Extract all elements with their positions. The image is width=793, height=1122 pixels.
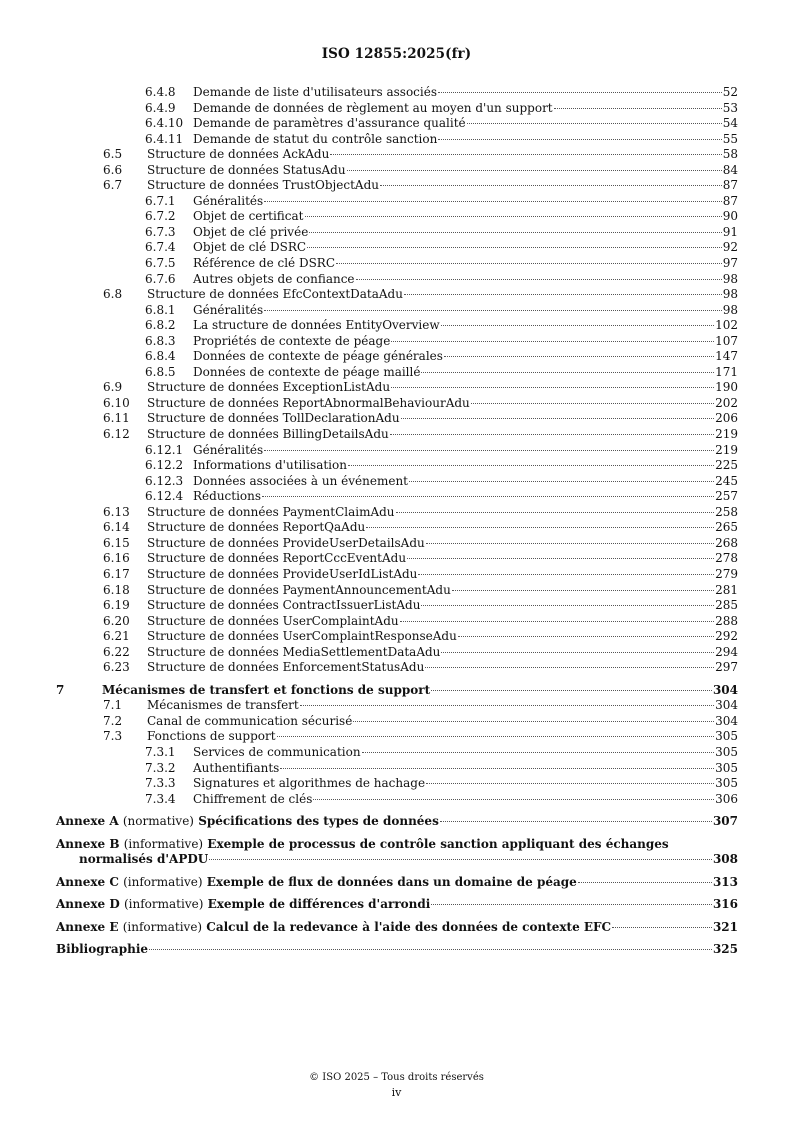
dot-leader	[336, 263, 722, 264]
toc-entry-title: Structure de données EnforcementStatusAdu	[147, 660, 425, 675]
toc-entry-page: 305	[715, 744, 738, 759]
annex-e-label: Annexe E	[56, 919, 119, 934]
toc-entry[interactable]	[56, 427, 738, 443]
toc-entry-title: Référence de clé DSRC	[193, 256, 336, 271]
dot-leader	[578, 882, 712, 883]
toc-entry-number: 6.4.9	[145, 100, 176, 115]
toc-entry[interactable]	[56, 614, 738, 630]
dot-leader	[305, 216, 722, 217]
dot-leader	[264, 310, 722, 311]
toc-entry-page: 190	[715, 380, 738, 395]
toc-entry-number: 6.6	[103, 162, 123, 177]
toc-entry-title: Structure de données TollDeclarationAdu	[147, 411, 400, 426]
toc-entry-number: 6.12	[103, 427, 130, 442]
toc-entry-page: 97	[722, 256, 738, 271]
toc-entry-title: Structure de données ReportCccEventAdu	[147, 551, 407, 566]
toc-annex-c[interactable]	[56, 875, 738, 891]
annex-a-label: Annexe A	[56, 814, 119, 829]
toc-entry-title: Fonctions de support	[147, 729, 276, 744]
copyright-notice: © ISO 2025 – Tous droits réservés	[309, 1072, 484, 1083]
dot-leader	[421, 372, 714, 373]
toc-entry-page: 225	[715, 458, 738, 473]
annex-b-label: Annexe B	[56, 836, 120, 851]
toc-entry-title: Propriétés de contexte de péage	[193, 333, 391, 348]
toc-entry-title: Structure de données ReportQaAdu	[147, 520, 366, 535]
dot-leader	[458, 636, 714, 637]
toc-entry-title: Canal de communication sécurisé	[147, 713, 353, 728]
toc-entry-number: 7.3.2	[145, 760, 176, 775]
dot-leader	[438, 92, 722, 93]
toc-entry[interactable]	[56, 240, 738, 256]
annex-b-type: (informative)	[123, 836, 204, 851]
dot-leader	[391, 341, 714, 342]
toc-entry-number: 6.7.4	[145, 240, 176, 255]
dot-leader	[426, 543, 714, 544]
toc-entry-page: 98	[722, 271, 738, 286]
dot-leader	[396, 512, 715, 513]
toc-entry[interactable]	[56, 116, 738, 132]
toc-entry-page: 219	[715, 442, 738, 457]
toc-entry-number: 6.10	[103, 395, 130, 410]
toc-entry-title: Authentifiants	[193, 760, 280, 775]
toc-entry[interactable]	[56, 567, 738, 583]
dot-leader	[404, 294, 722, 295]
dot-leader	[444, 356, 714, 357]
toc-entry-title: Autres objets de confiance	[193, 271, 355, 286]
toc-entry-title: Demande de données de règlement au moyen d'un support	[193, 100, 553, 115]
dot-leader	[277, 736, 715, 737]
toc-entry-page: 219	[715, 427, 738, 442]
toc-entry-title: Chiffrement de clés	[193, 791, 313, 806]
dot-leader	[366, 527, 714, 528]
dot-leader	[264, 450, 714, 451]
toc-entry-page: 285	[715, 598, 738, 613]
annex-e-page: 321	[712, 919, 738, 934]
toc-entry-page: 278	[715, 551, 738, 566]
dot-leader	[348, 465, 714, 466]
dot-leader	[471, 403, 714, 404]
annex-d-page: 316	[712, 897, 738, 912]
toc-entry-page: 206	[715, 411, 738, 426]
dot-leader	[452, 590, 714, 591]
dot-leader	[425, 667, 714, 668]
toc-entry-title: Mécanismes de transfert	[147, 698, 299, 713]
toc-entry[interactable]	[56, 256, 738, 272]
toc-entry-title: Mécanismes de transfert et fonctions de support	[102, 682, 431, 697]
toc-entry-number: 6.4.11	[145, 131, 184, 146]
toc-entry[interactable]	[56, 474, 738, 490]
toc-entry[interactable]	[56, 287, 738, 303]
annex-a-type: (normative)	[122, 814, 194, 829]
toc-entry[interactable]	[56, 380, 738, 396]
annex-b-title-line1: Exemple de processus de contrôle sanction appliquant des échanges	[207, 836, 669, 851]
annex-d-label: Annexe D	[56, 897, 120, 912]
toc-entry-title: Structure de données UserComplaintResponseAdu	[147, 629, 457, 644]
toc-entry-title: Données de contexte de péage maillé	[193, 364, 421, 379]
toc-entry-page: 268	[715, 535, 738, 550]
toc-entry[interactable]	[56, 318, 738, 334]
annex-a-page: 307	[712, 814, 738, 829]
annex-e-type: (informative)	[122, 919, 203, 934]
toc-entry-number: 6.8.2	[145, 318, 176, 333]
toc-entry-number: 6.12.3	[145, 473, 184, 488]
toc-entry-number: 6.8.4	[145, 349, 176, 364]
toc-entry-title: Données de contexte de péage générales	[193, 349, 443, 364]
toc-entry-title: Structure de données ProvideUserDetailsAdu	[147, 535, 425, 550]
toc-entry-page: 92	[722, 240, 738, 255]
toc-entry-title: Structure de données AckAdu	[147, 147, 330, 162]
toc-entry[interactable]	[56, 225, 738, 241]
toc-entry[interactable]	[56, 761, 738, 777]
toc-entry[interactable]	[56, 629, 738, 645]
toc-entry[interactable]	[56, 458, 738, 474]
toc-entry[interactable]	[56, 598, 738, 614]
toc-entry[interactable]	[56, 745, 738, 761]
toc-entry-number: 6.8.5	[145, 364, 176, 379]
toc-entry-page: 102	[715, 318, 738, 333]
toc-entry-title: Structure de données ProvideUserIdListAdu	[147, 566, 418, 581]
toc-entry-page: 305	[715, 729, 738, 744]
toc-entry-page: 305	[715, 776, 738, 791]
toc-entry-number: 6.4.8	[145, 85, 176, 99]
toc-entry-page: 281	[715, 582, 738, 597]
dot-leader	[391, 387, 714, 388]
toc-entry[interactable]	[56, 489, 738, 505]
toc-entry-page: 306	[715, 791, 738, 806]
dot-leader	[307, 247, 722, 248]
toc-entry[interactable]	[56, 660, 738, 676]
toc-entry-number: 6.12.1	[145, 442, 184, 457]
toc-entry[interactable]	[56, 396, 738, 412]
toc-entry-number: 7	[56, 682, 65, 697]
toc-entry-number: 6.11	[103, 411, 130, 426]
toc-entry[interactable]	[56, 505, 738, 521]
dot-leader	[262, 496, 714, 497]
annex-c-type: (informative)	[123, 874, 203, 889]
toc-entry[interactable]	[56, 683, 738, 699]
page-number: iv	[391, 1086, 402, 1099]
dot-leader	[313, 799, 714, 800]
bibliography-page: 325	[712, 942, 738, 957]
dot-leader	[441, 652, 714, 653]
dot-leader	[400, 621, 714, 622]
toc-entry-number: 6.23	[103, 660, 130, 675]
toc-entry-page: 53	[722, 100, 738, 115]
toc-entry[interactable]	[56, 776, 738, 792]
toc-entry-number: 6.4.10	[145, 116, 184, 131]
toc-entry-number: 6.7.2	[145, 209, 176, 224]
toc-block-section-6	[56, 85, 738, 676]
toc-entry-page: 90	[722, 209, 738, 224]
toc-entry-page: 304	[715, 698, 738, 713]
toc-entry-page: 279	[715, 566, 738, 581]
dot-leader	[380, 185, 722, 186]
annex-a-title: Spécifications des types de données	[198, 814, 439, 829]
toc-entry-number: 7.3	[103, 729, 123, 744]
dot-leader	[347, 170, 722, 171]
dot-leader	[356, 279, 722, 280]
toc-entry-number: 7.2	[103, 713, 123, 728]
dot-leader	[264, 201, 722, 202]
toc-entry-page: 304	[712, 682, 738, 697]
dot-leader	[467, 123, 722, 124]
toc-entry-page: 305	[715, 760, 738, 775]
toc-entry-number: 6.8.3	[145, 333, 176, 348]
toc-entry-title: Structure de données UserComplaintAdu	[147, 613, 399, 628]
toc-entry[interactable]	[56, 163, 738, 179]
toc-bibliography[interactable]	[56, 942, 738, 958]
toc-entry-page: 288	[715, 613, 738, 628]
annex-e-title: Calcul de la redevance à l'aide des données de contexte EFC	[206, 919, 612, 934]
toc-entry-title: Structure de données PaymentAnnouncementAdu	[147, 582, 451, 597]
toc-entry[interactable]	[56, 209, 738, 225]
toc-entry-title: Objet de clé DSRC	[193, 240, 307, 255]
document-header: ISO 12855:2025(fr)	[321, 46, 472, 62]
toc-entry-number: 7.3.3	[145, 776, 176, 791]
toc-entry-page: 87	[722, 193, 738, 208]
toc-entry[interactable]	[56, 85, 738, 101]
toc-entry-number: 6.12.2	[145, 458, 184, 473]
toc-entry-page: 245	[715, 473, 738, 488]
toc-entry[interactable]	[56, 583, 738, 599]
toc-entry-title: Services de communication	[193, 744, 361, 759]
toc-entry-number: 6.7.6	[145, 271, 176, 286]
annex-b-page: 308	[712, 852, 738, 867]
toc-entry-number: 6.17	[103, 566, 130, 581]
dot-leader	[554, 108, 722, 109]
toc-entry[interactable]	[56, 792, 738, 808]
dot-leader	[441, 325, 714, 326]
toc-entry-title: Objet de clé privée	[193, 224, 309, 239]
toc-entry-title: Demande de paramètres d'assurance qualité	[193, 116, 466, 131]
toc-entry[interactable]	[56, 178, 738, 194]
dot-leader	[407, 558, 714, 559]
dot-leader	[330, 154, 721, 155]
toc-entry-page: 147	[715, 349, 738, 364]
toc-entry-number: 6.15	[103, 535, 130, 550]
table-of-contents	[56, 85, 738, 958]
toc-entry[interactable]	[56, 365, 738, 381]
toc-entry-title: Informations d'utilisation	[193, 458, 347, 473]
toc-entry-page: 84	[722, 162, 738, 177]
toc-entry-number: 6.5	[103, 147, 123, 162]
toc-annex-d[interactable]	[56, 897, 738, 913]
toc-entry-page: 87	[722, 178, 738, 193]
toc-entry-title: Généralités	[193, 442, 264, 457]
toc-entry-number: 7.3.1	[145, 744, 176, 759]
dot-leader	[300, 705, 714, 706]
annex-d-title: Exemple de différences d'arrondi	[207, 897, 431, 912]
toc-entry[interactable]	[56, 101, 738, 117]
dot-leader	[438, 139, 721, 140]
toc-entry-page: 91	[722, 224, 738, 239]
toc-entry-number: 6.7	[103, 178, 123, 193]
dot-leader	[390, 434, 714, 435]
dot-leader	[353, 721, 714, 722]
dot-leader	[401, 418, 715, 419]
toc-entry-page: 202	[715, 395, 738, 410]
toc-entry-number: 6.8.1	[145, 302, 176, 317]
toc-entry-title: Données associées à un événement	[193, 473, 408, 488]
toc-entry-page: 52	[722, 85, 738, 99]
toc-entry-page: 297	[715, 660, 738, 675]
toc-entry-page: 265	[715, 520, 738, 535]
bibliography-title: Bibliographie	[56, 942, 149, 957]
toc-entry[interactable]	[56, 411, 738, 427]
toc-entry-number: 6.16	[103, 551, 130, 566]
toc-entry-title: Objet de certificat	[193, 209, 304, 224]
toc-entry[interactable]	[56, 194, 738, 210]
toc-annex-b[interactable]	[56, 837, 738, 868]
annex-b-title-line2: normalisés d'APDU	[79, 852, 209, 867]
toc-entry-page: 294	[715, 644, 738, 659]
toc-entry-page: 98	[722, 287, 738, 302]
dot-leader	[309, 232, 721, 233]
toc-entry[interactable]	[56, 303, 738, 319]
toc-entry-page: 292	[715, 629, 738, 644]
toc-entry-page: 304	[715, 713, 738, 728]
toc-entry-number: 6.7.1	[145, 193, 176, 208]
toc-entry-title: Structure de données ExceptionListAdu	[147, 380, 391, 395]
toc-entry-title: Réductions	[193, 489, 262, 504]
toc-entry-title: Demande de liste d'utilisateurs associés	[193, 85, 437, 99]
toc-entry-title: Demande de statut du contrôle sanction	[193, 131, 438, 146]
toc-entry-page: 171	[715, 364, 738, 379]
toc-entry[interactable]	[56, 520, 738, 536]
dot-leader	[421, 605, 714, 606]
dot-leader	[431, 690, 712, 691]
toc-entry[interactable]	[56, 714, 738, 730]
toc-entry-title: Structure de données ReportAbnormalBehaviourAdu	[147, 395, 470, 410]
toc-entry-number: 7.1	[103, 698, 123, 713]
toc-entry-number: 6.18	[103, 582, 130, 597]
toc-entry-number: 6.20	[103, 613, 130, 628]
toc-entry[interactable]	[56, 334, 738, 350]
toc-block-section-7	[56, 683, 738, 807]
toc-entry[interactable]	[56, 551, 738, 567]
toc-entry-title: Structure de données TrustObjectAdu	[147, 178, 379, 193]
toc-entry-number: 6.12.4	[145, 489, 184, 504]
toc-entry-page: 55	[722, 131, 738, 146]
dot-leader	[209, 859, 712, 860]
annex-c-page: 313	[712, 874, 738, 889]
toc-entry-title: Généralités	[193, 302, 264, 317]
toc-entry-title: La structure de données EntityOverview	[193, 318, 440, 333]
toc-entry-title: Structure de données MediaSettlementDataAdu	[147, 644, 441, 659]
annex-c-label: Annexe C	[56, 874, 119, 889]
toc-entry-title: Structure de données PaymentClaimAdu	[147, 504, 395, 519]
dot-leader	[362, 752, 715, 753]
toc-entry-title: Structure de données StatusAdu	[147, 162, 346, 177]
toc-entry[interactable]	[56, 272, 738, 288]
dot-leader	[409, 481, 714, 482]
toc-entry[interactable]	[56, 132, 738, 148]
toc-entry-number: 6.8	[103, 287, 123, 302]
toc-entry[interactable]	[56, 349, 738, 365]
toc-entry[interactable]	[56, 729, 738, 745]
toc-entry-title: Généralités	[193, 193, 264, 208]
toc-entry-number: 6.21	[103, 629, 130, 644]
toc-entry-number: 7.3.4	[145, 791, 176, 806]
toc-annex-e[interactable]	[56, 920, 738, 936]
toc-annex-a[interactable]	[56, 814, 738, 830]
dot-leader	[418, 574, 714, 575]
toc-entry-number: 6.13	[103, 504, 130, 519]
toc-entry-number: 6.7.3	[145, 224, 176, 239]
dot-leader	[280, 768, 714, 769]
toc-entry-title: Signatures et algorithmes de hachage	[193, 776, 426, 791]
toc-entry-title: Structure de données BillingDetailsAdu	[147, 427, 389, 442]
toc-entry-page: 107	[715, 333, 738, 348]
toc-entry[interactable]	[56, 536, 738, 552]
toc-entry[interactable]	[56, 443, 738, 459]
dot-leader	[431, 904, 712, 905]
toc-entry-number: 6.9	[103, 380, 123, 395]
toc-entry-number: 6.14	[103, 520, 130, 535]
dot-leader	[426, 783, 714, 784]
toc-entry-title: Structure de données ContractIssuerListAdu	[147, 598, 421, 613]
document-footer	[0, 1070, 793, 1100]
toc-entry-page: 98	[722, 302, 738, 317]
toc-entry[interactable]	[56, 698, 738, 714]
annex-d-type: (informative)	[123, 897, 204, 912]
dot-leader	[612, 927, 712, 928]
toc-entry-number: 6.22	[103, 644, 130, 659]
toc-entry-number: 6.19	[103, 598, 130, 613]
toc-entry[interactable]	[56, 147, 738, 163]
toc-entry-page: 257	[715, 489, 738, 504]
toc-entry-title: Structure de données EfcContextDataAdu	[147, 287, 403, 302]
dot-leader	[149, 949, 712, 950]
toc-entry-page: 58	[722, 147, 738, 162]
annex-c-title: Exemple de flux de données dans un domaine de péage	[206, 874, 577, 889]
toc-entry[interactable]	[56, 645, 738, 661]
toc-entry-page: 54	[722, 116, 738, 131]
toc-entry-page: 258	[715, 504, 738, 519]
toc-entry-number: 6.7.5	[145, 256, 176, 271]
dot-leader	[440, 821, 712, 822]
